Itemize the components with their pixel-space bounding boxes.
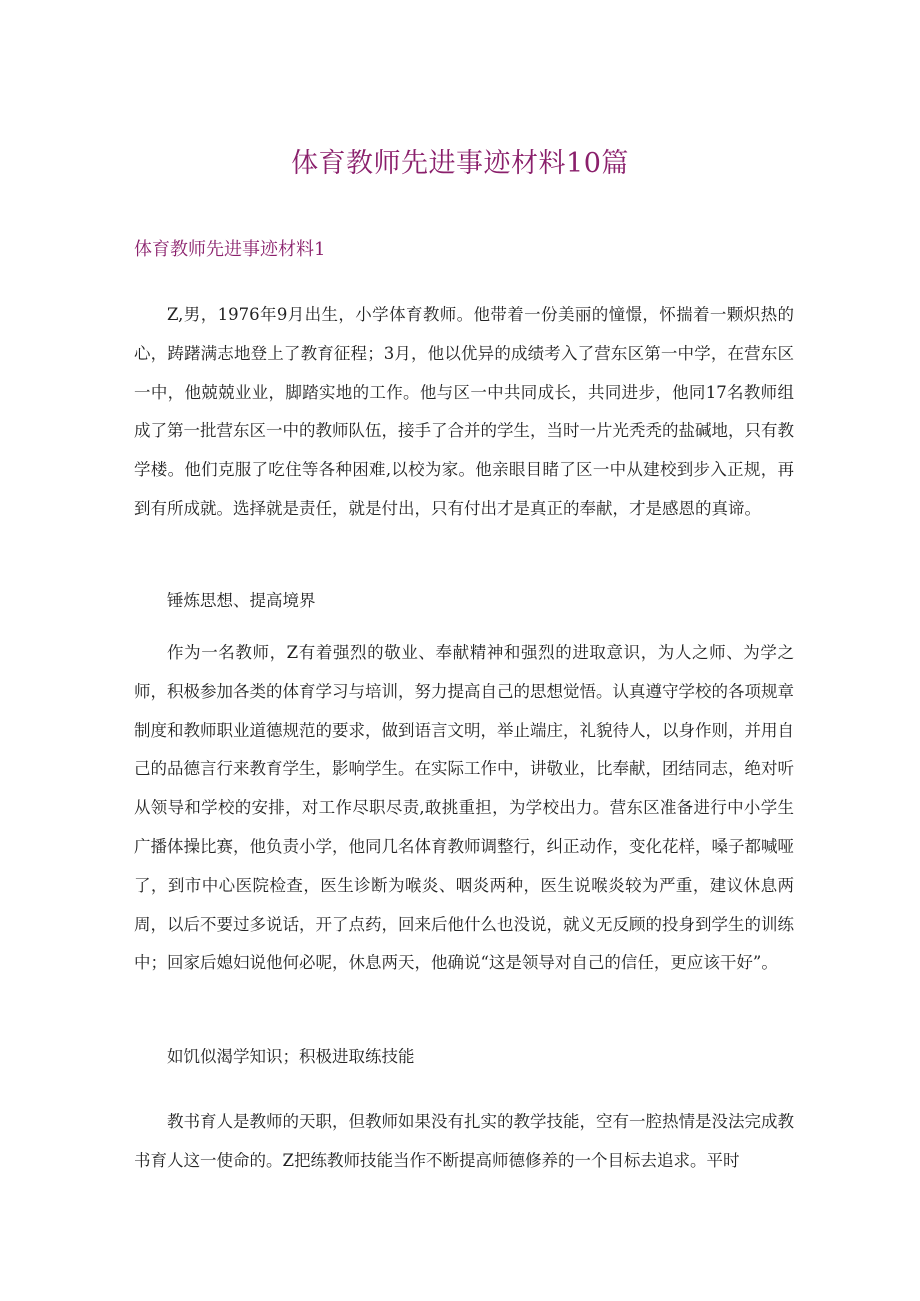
section-title: 体育教师先进事迹材料1 bbox=[134, 239, 326, 260]
body-paragraph-3: 教书育人是教师的天职，但教师如果没有扎实的教学技能，空有一腔热情是没法完成教书育人这一使命的。Z把练教师技能当作不断提高师德修养的一个目标去追求。平时 bbox=[134, 1112, 794, 1170]
body-paragraph-2: 作为一名教师，Z有着强烈的敬业、奉献精神和强烈的进取意识，为人之师、为学之师，积极参加各类的体育学习与培训，努力提高自己的思想觉悟。认真遵守学校的各项规章制度和教师职业道德规范的要求，做到语言文明，举止端庄，礼貌待人，以身作则，并用自己的品德言行来教育学生，影响学生。在实际工作中，讲敬业，比奉献，团结同志，绝对听从领导和学校的安排，对工作尽职尽责,敢挑重担，为学校出力。营东区准备进行中小学生广播体操比赛，他负责小学，他同几名体育教师调整行，纠正动作，变化花样，嗓子都喊哑了，到市中心医院检查，医生诊断为喉炎、咽炎两种，医生说喉炎较为严重，建议休息两周，以后不要过多说话，开了点药，回来后他什么也没说，就义无反顾的投身到学生的训练中；回家后媳妇说他何必呢，休息两天，他确说“这是领导对自己的信任，更应该干好”。 bbox=[134, 643, 794, 973]
subheading-1: 锤炼思想、提高境界 bbox=[167, 591, 316, 610]
subheading-2: 如饥似渴学知识；积极进取练技能 bbox=[167, 1047, 415, 1066]
document-title: 体育教师先进事迹材料10篇 bbox=[291, 148, 629, 179]
body-paragraph-1: Z,男，1976年9月出生，小学体育教师。他带着一份美丽的憧憬，怀揣着一颗炽热的心，踌躇满志地登上了教育征程；3月，他以优异的成绩考入了营东区第一中学，在营东区一中，他兢兢业业，脚踏实地的工作。他与区一中共同成长，共同进步，他同17名教师组成了第一批营东区一中的教师队伍，接手了合并的学生，当时一片光秃秃的盐碱地，只有教学楼。他们克服了吃住等各种困难,以校为家。他亲眼目睹了区一中从建校到步入正规，再到有所成就。选择就是责任，就是付出，只有付出才是真正的奉献，才是感恩的真谛。 bbox=[134, 305, 794, 518]
